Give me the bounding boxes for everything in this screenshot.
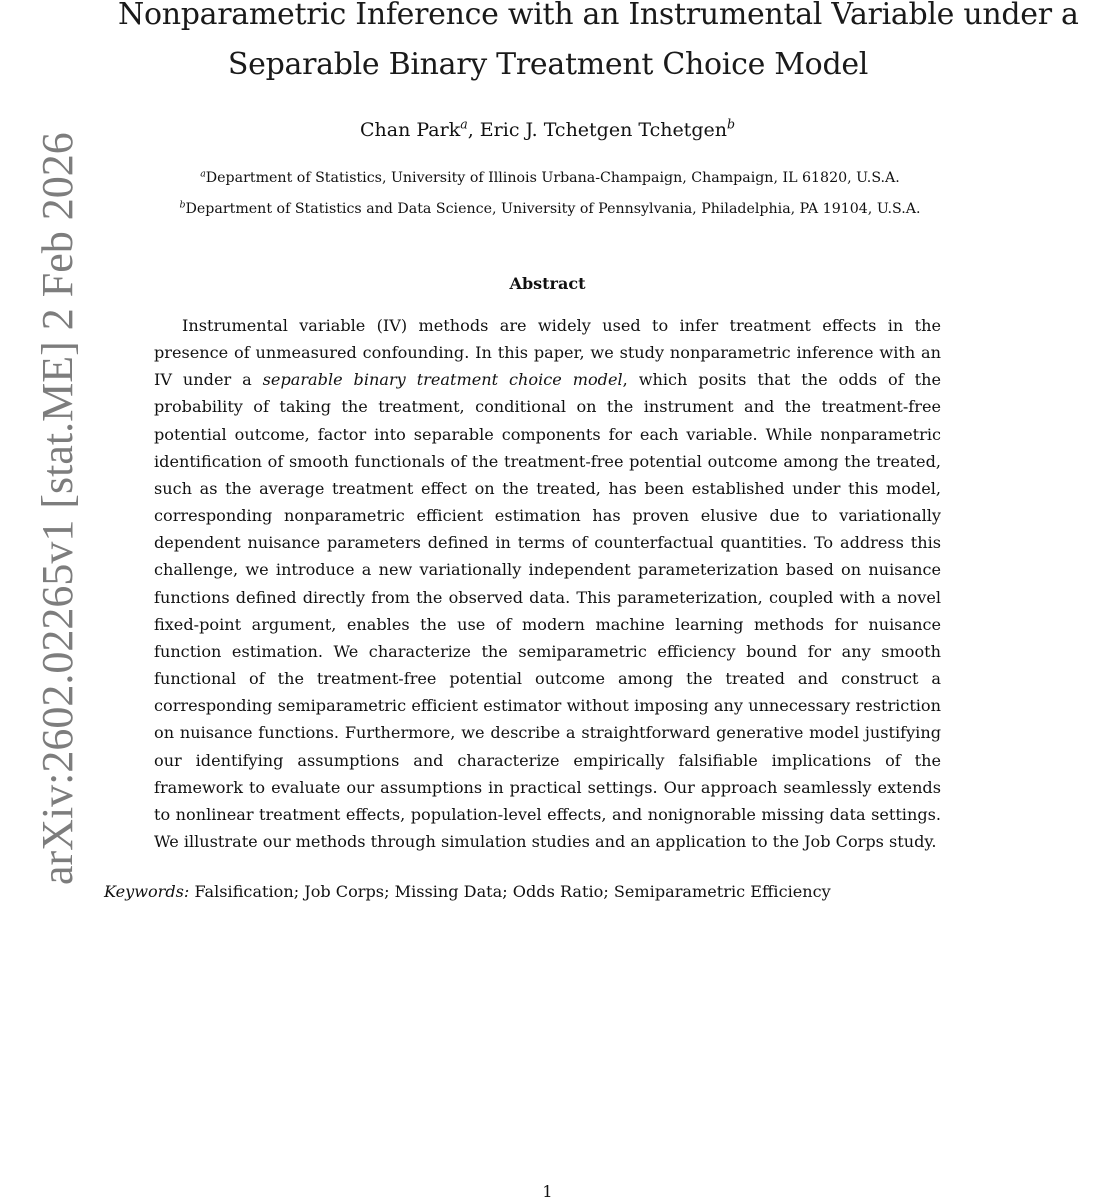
abstract-text-part: Instrumental variable (IV) methods are widely used to infer treatment effects in the presence of unmeasured confounding. In this paper, we study nonparametric inference with an IV under a <box>154 316 941 390</box>
keywords-label: Keywords: <box>104 882 190 901</box>
author-affiliation-mark: a <box>460 116 468 132</box>
arxiv-identifier-stamp: arXiv:2602.02265v1 [stat.ME] 2 Feb 2026 <box>33 132 82 885</box>
author-name: Eric J. Tchetgen Tchetgen <box>479 119 727 141</box>
affiliation-mark: a <box>200 168 206 180</box>
keywords-text: Falsification; Job Corps; Missing Data; Odds Ratio; Semiparametric Efficiency <box>189 882 831 901</box>
affiliation-list <box>140 163 960 225</box>
paper-title-line-1: Nonparametric Inference with an Instrumental Variable under a <box>118 0 1079 32</box>
paper-title <box>118 0 1079 90</box>
abstract-heading: Abstract <box>509 274 586 293</box>
keywords-line <box>104 878 964 905</box>
affiliation-text: Department of Statistics and Data Science, University of Pennsylvania, Philadelphia, PA 19104, U.S.A. <box>185 201 921 217</box>
affiliation-item <box>140 194 960 225</box>
abstract-emphasis: separable binary treatment choice model <box>262 370 623 390</box>
abstract-body <box>154 312 941 855</box>
author-list <box>155 116 940 144</box>
affiliation-item <box>140 163 960 194</box>
author-affiliation-mark: b <box>726 116 735 132</box>
abstract-text-part: , which posits that the odds of the probability of taking the treatment, conditional on the instrument and the treatment-free potential outcome, factor into separable components for each variable. While nonparametric identification of smooth functionals of the treatment-free potential outcome among the treated, such as the average treatment effect on the treated, has been established under this model, corresponding nonparametric efficient estimation has proven elusive due to variationally dependent nuisance parameters defined in terms of counterfactual quantities. To address this challenge, we introduce a new variationally independent parameterization based on nuisance functions defined directly from the observed data. This parameterization, coupled with a novel fixed-point argument, enables the use of modern machine learning methods for nuisance function estimation. We characterize the semiparametric efficiency bound for any smooth functional of the treatment-free potential outcome among the treated and construct a corresponding semiparametric efficient estimator without imposing any unnecessary restriction on nuisance functions. Furthermore, we describe a straightforward generative model justifying our identifying assumptions and characterize empirically falsifiable implications of the framework to evaluate our assumptions in practical settings. Our approach seamlessly extends to nonlinear treatment effects, population-level effects, and nonignorable missing data settings. We illustrate our methods through simulation studies and an application to the Job Corps study. <box>154 370 941 851</box>
affiliation-mark: b <box>179 199 186 211</box>
affiliation-text: Department of Statistics, University of Illinois Urbana-Champaign, Champaign, IL 61820, U.S.A. <box>205 170 900 186</box>
author-name: Chan Park <box>359 119 461 141</box>
paper-title-line-2: Separable Binary Treatment Choice Model <box>227 47 869 82</box>
page-number: 1 <box>542 1182 553 1201</box>
author-separator: , <box>467 119 480 141</box>
